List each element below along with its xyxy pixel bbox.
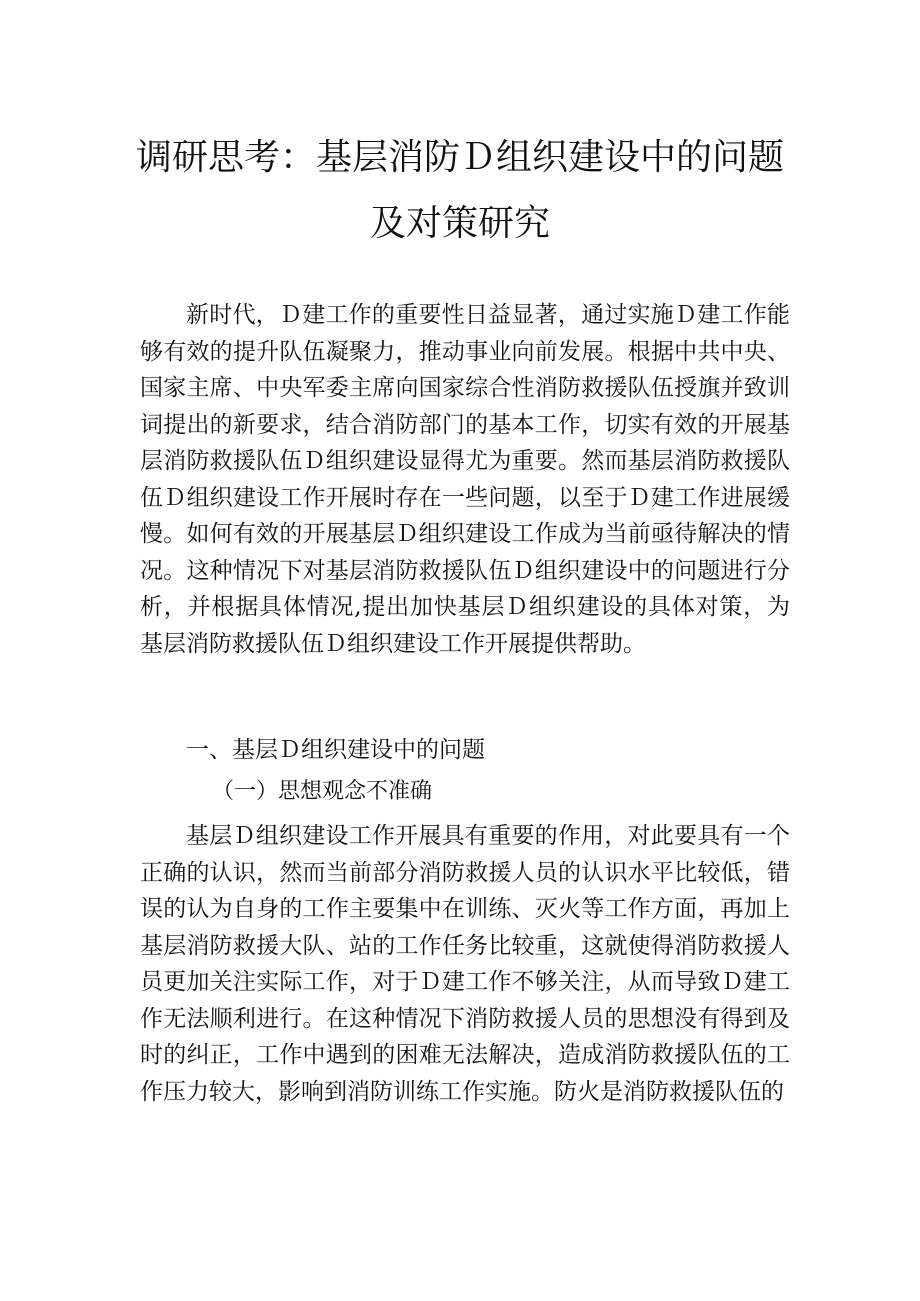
subsection-body-paragraph: 基层Ｄ组织建设工作开展具有重要的作用，对此要具有一个正确的认识，然而当前部分消防救援人员的认识水平比较低，错误的认为自身的工作主要集中在训练、灭火等工作方面，再加上基层消防救援大队、站的工作任务比较重，这就使得消防救援人员更加关注实际工作，对于Ｄ建工作不够关注，从而导致Ｄ建工作无法顺利进行。在这种情况下消防救援人员的思想没有得到及时的纠正，工作中遇到的困难无法解决，造成消防救援队伍的工作压力较大，影响到消防训练工作实施。防火是消防救援队伍的 xyxy=(140,823,790,1105)
section-heading: 一、基层Ｄ组织建设中的问题 xyxy=(186,737,485,763)
document-title-line-2: 及对策研究 xyxy=(369,203,550,244)
document-title-line-1: 调研思考：基层消防Ｄ组织建设中的问题 xyxy=(135,137,784,178)
subsection-heading: （一）思想观念不准确 xyxy=(212,779,433,804)
intro-paragraph: 新时代，Ｄ建工作的重要性日益显著，通过实施Ｄ建工作能够有效的提升队伍凝聚力，推动事业向前发展。根据中共中央、国家主席、中央军委主席向国家综合性消防救援队伍授旗并致训词提出的新要求，结合消防部门的基本工作，切实有效的开展基层消防救援队伍Ｄ组织建设显得尤为重要。然而基层消防救援队伍Ｄ组织建设工作开展时存在一些问题，以至于Ｄ建工作进展缓慢。如何有效的开展基层Ｄ组织建设工作成为当前亟待解决的情况。这种情况下对基层消防救援队伍Ｄ组织建设中的问题进行分析，并根据具体情况,提出加快基层Ｄ组织建设的具体对策，为基层消防救援队伍Ｄ组织建设工作开展提供帮助。 xyxy=(140,302,790,657)
